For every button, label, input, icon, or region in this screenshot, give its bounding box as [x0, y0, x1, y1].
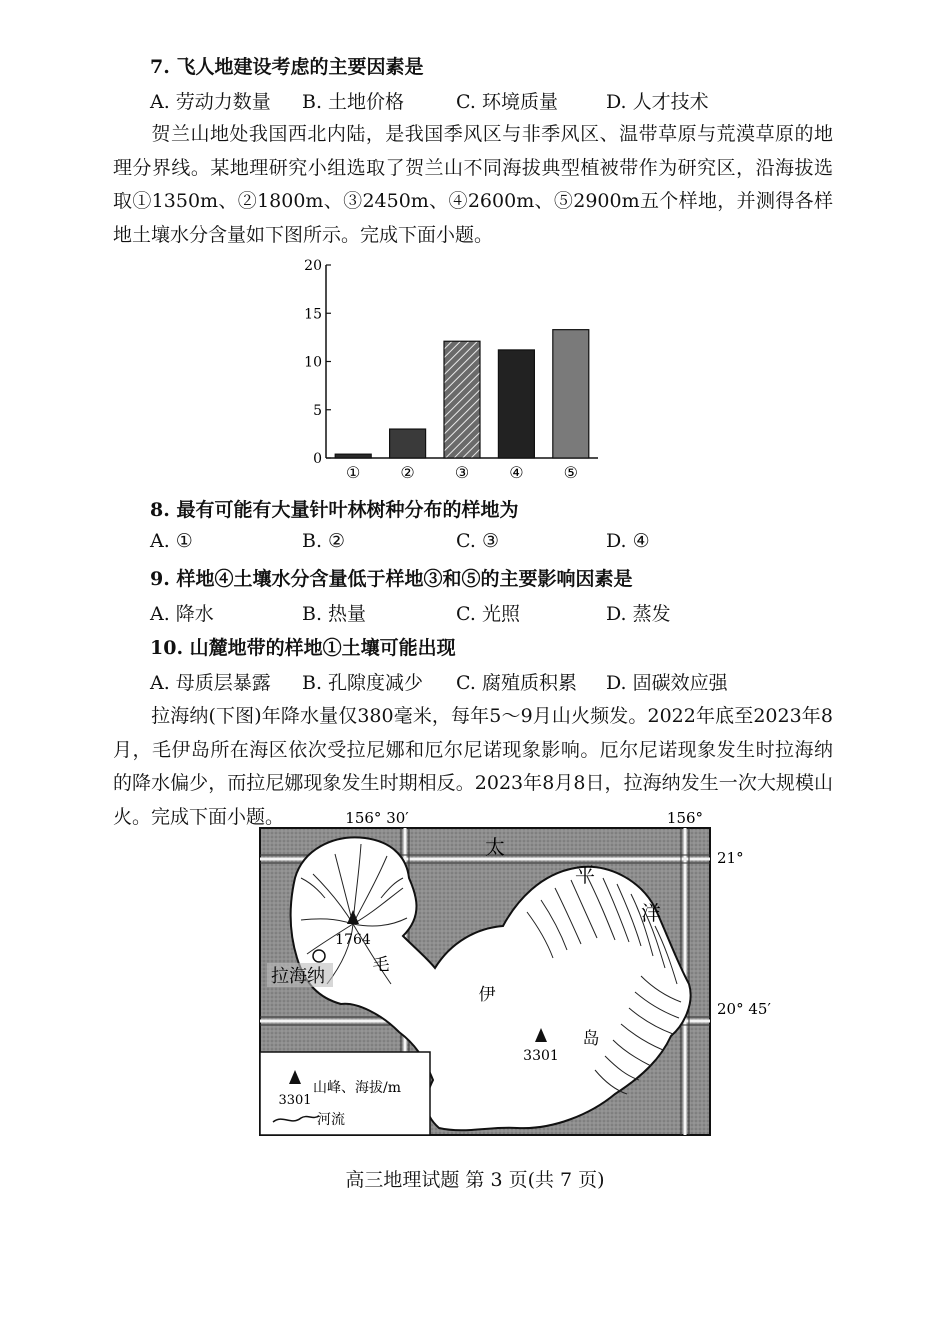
town-marker-icon	[313, 950, 325, 962]
ocean-char-2: 平	[575, 863, 595, 887]
x-tick-label: ⑤	[563, 463, 578, 482]
q10-option-d: D. 固碳效应强	[606, 672, 728, 694]
x-tick-label: ④	[509, 463, 524, 482]
q9-option-c: C. 光照	[456, 603, 520, 625]
page-footer: 高三地理试题 第 3 页(共 7 页)	[345, 1169, 605, 1191]
q7-option-d: D. 人才技术	[606, 91, 709, 113]
q8-stem: 8. 最有可能有大量针叶林树种分布的样地为	[150, 499, 519, 521]
q7-option-c: C. 环境质量	[456, 91, 558, 113]
chart-bars	[335, 330, 589, 458]
q9-option-b: B. 热量	[302, 603, 367, 625]
q7-option-a: A. 劳动力数量	[150, 91, 271, 113]
q7-stem: 7. 飞人地建设考虑的主要因素是	[150, 56, 424, 78]
bar-sample-4	[498, 350, 534, 458]
island-char-2: 伊	[478, 985, 496, 1005]
ocean-char-1: 太	[485, 835, 505, 859]
q10-option-a: A. 母质层暴露	[150, 672, 271, 694]
q10-option-b: B. 孔隙度减少	[302, 672, 424, 694]
legend-peak-value: 3301	[278, 1093, 312, 1108]
x-tick-label: ②	[400, 463, 415, 482]
longitude-label-left: 156° 30′	[345, 809, 409, 827]
legend-peak-label: 山峰、海拔/m	[313, 1080, 401, 1096]
latitude-label-bottom: 20° 45′	[717, 1000, 771, 1018]
bar-sample-2	[390, 429, 426, 458]
soil-moisture-chart	[300, 255, 610, 487]
island-char-1: 毛	[372, 955, 390, 975]
y-tick-label: 10	[304, 354, 322, 371]
q7-option-b: B. 土地价格	[302, 91, 405, 113]
q9-option-a: A. 降水	[150, 603, 214, 625]
latitude-label-top: 21°	[717, 849, 744, 867]
y-tick-label: 20	[304, 258, 322, 274]
q10-stem: 10. 山麓地带的样地①土壤可能出现	[150, 637, 456, 659]
peak-east-elevation: 3301	[523, 1048, 559, 1064]
passage-helan-text: 贺兰山地处我国西北内陆，是我国季风区与非季风区、温带草原与荒漠草原的地理分界线。某地理研究小组选取了贺兰山不同海拔典型植被带作为研究区，沿海拔选取①1350m、②1800m、③2450m、④2600m、⑤2900m五个样地，并测得各样地土壤水分含量如下图所示。完成下面小题。	[113, 123, 833, 246]
q10-option-c: C. 腐殖质积累	[456, 672, 577, 694]
bar-sample-1	[335, 454, 371, 458]
y-tick-label: 5	[313, 402, 322, 419]
bar-sample-5	[553, 330, 589, 458]
town-label: 拉海纳	[271, 966, 325, 987]
q8-option-c: C. ③	[456, 530, 499, 552]
q8-option-b: B. ②	[302, 530, 346, 552]
peak-west-elevation: 1764	[335, 932, 371, 948]
ocean-char-3: 洋	[641, 901, 661, 925]
maui-map	[255, 808, 775, 1143]
passage-lahaina-text: 拉海纳(下图)年降水量仅380毫米，每年5～9月山火频发。2022年底至2023年8月，毛伊岛所在海区依次受拉尼娜和厄尔尼诺现象影响。厄尔尼诺现象发生时拉海纳的降水偏少，而拉尼娜现象发生时期相反。2023年8月8日，拉海纳发生一次大规模山火。完成下面小题。	[113, 705, 833, 828]
q9-option-d: D. 蒸发	[606, 603, 671, 625]
y-tick-label: 0	[313, 451, 322, 467]
island-char-3: 岛	[582, 1029, 600, 1049]
chart-ticks	[304, 258, 578, 482]
passage-helan	[113, 118, 833, 252]
legend-river-label: 河流	[317, 1112, 345, 1128]
x-tick-label: ①	[346, 463, 361, 482]
x-tick-label: ③	[454, 463, 470, 482]
q8-option-d: D. ④	[606, 530, 650, 552]
bar-sample-3	[444, 341, 480, 458]
y-tick-label: 15	[304, 306, 322, 323]
q9-stem: 9. 样地④土壤水分含量低于样地③和⑤的主要影响因素是	[150, 568, 633, 590]
longitude-label-right: 156°	[666, 809, 704, 827]
q8-option-a: A. ①	[150, 530, 193, 552]
